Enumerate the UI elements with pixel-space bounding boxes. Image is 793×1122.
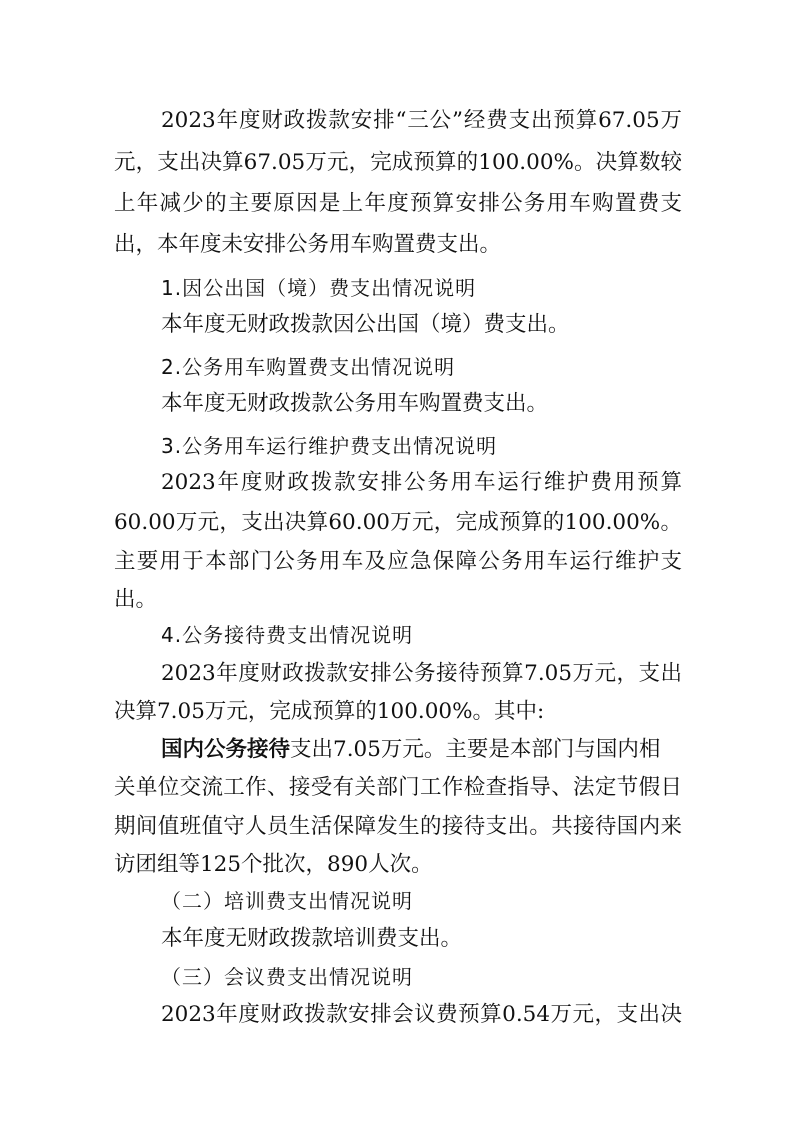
paragraph-line: 上年减少的主要原因是上年度预算安排公务用车购置费支: [114, 191, 682, 216]
section-heading: （三）会议费支出情况说明: [161, 965, 413, 989]
paragraph-line: 2023年度财政拨款安排公务用车运行维护费用预算: [161, 470, 682, 495]
paragraph-line: 2023年度财政拨款安排会议费预算0.54万元，支出决: [161, 1002, 682, 1027]
section-heading: 1.因公出国（境）费支出情况说明: [161, 276, 477, 300]
paragraph-line-rest: 支出7.05万元。主要是本部门与国内相: [290, 737, 661, 762]
section-heading: 3.公务用车运行维护费支出情况说明: [161, 434, 498, 458]
paragraph-line: 本年度无财政拨款培训费支出。: [161, 926, 463, 951]
paragraph-line: 关单位交流工作、接受有关部门工作检查指导、法定节假日: [114, 775, 682, 800]
section-heading: 2.公务用车购置费支出情况说明: [161, 355, 456, 379]
paragraph-line: 期间值班值守人员生活保障发生的接待支出。共接待国内来: [114, 814, 682, 839]
section-heading: 4.公务接待费支出情况说明: [161, 623, 414, 647]
paragraph-line: 访团组等125个批次，890人次。: [114, 852, 433, 877]
paragraph-line: [161, 735, 682, 765]
bold-term: 国内公务接待: [161, 737, 291, 762]
paragraph-line: 元，支出决算67.05万元，完成预算的100.00%。决算数较: [114, 150, 682, 175]
paragraph-line: 主要用于本部门公务用车及应急保障公务用车运行维护支: [114, 549, 682, 574]
paragraph-line: 2023年度财政拨款安排公务接待预算7.05万元，支出: [161, 661, 682, 686]
paragraph-line: 出。: [114, 587, 158, 612]
section-heading: （二）培训费支出情况说明: [161, 889, 413, 913]
paragraph-line: 60.00万元，支出决算60.00万元，完成预算的100.00%。: [114, 510, 682, 535]
paragraph-line: 本年度无财政拨款因公出国（境）费支出。: [161, 312, 570, 337]
paragraph-line: 2023年度财政拨款安排“三公”经费支出预算67.05万: [161, 108, 682, 133]
paragraph-line: 决算7.05万元，完成预算的100.00%。其中:: [114, 699, 545, 724]
paragraph-line: 出，本年度未安排公务用车购置费支出。: [114, 232, 502, 257]
paragraph-line: 本年度无财政拨款公务用车购置费支出。: [161, 391, 549, 416]
